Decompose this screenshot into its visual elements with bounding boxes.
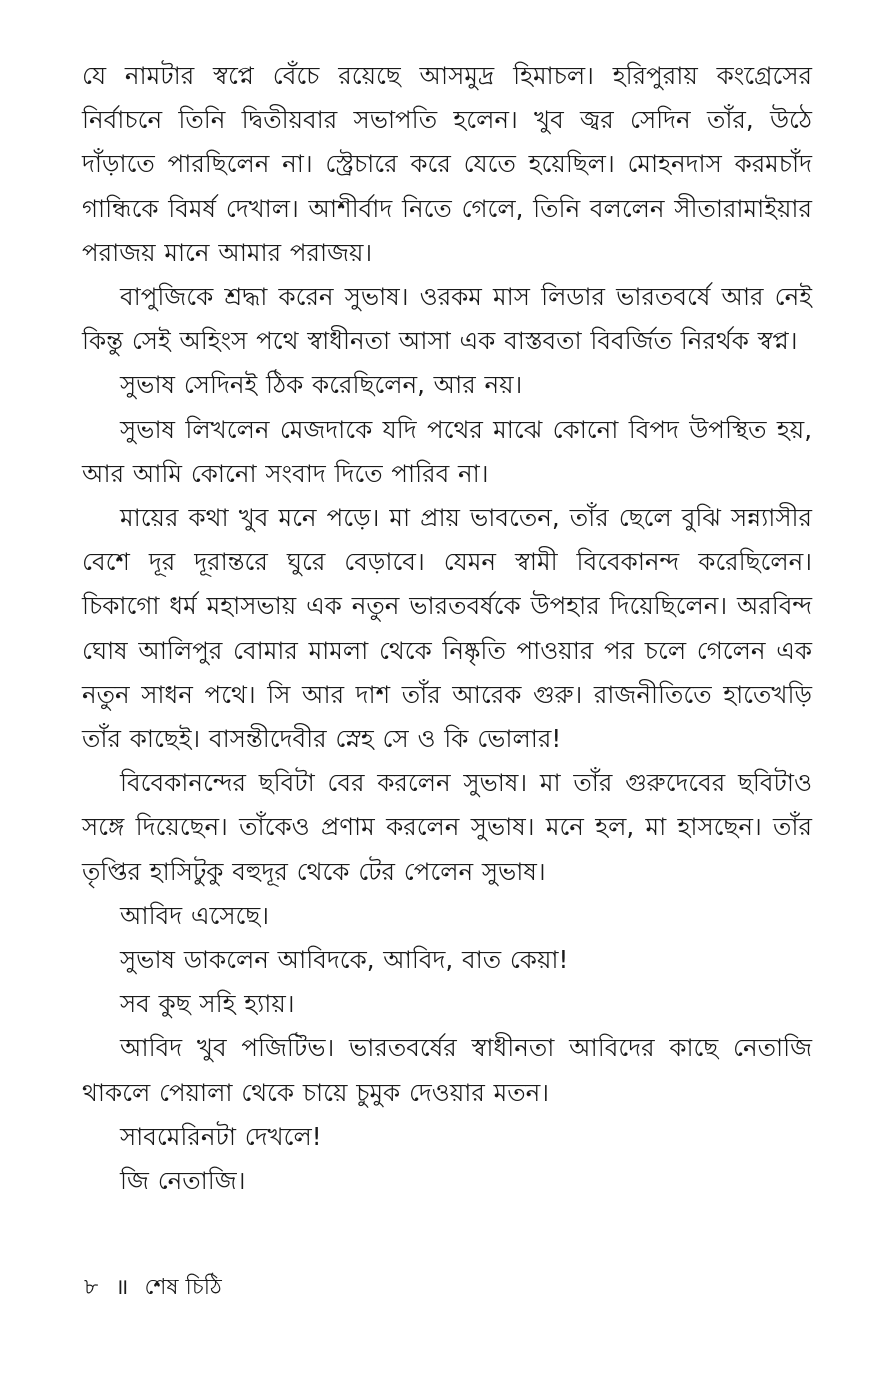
paragraph-continued: যে নামটার স্বপ্নে বেঁচে রয়েছে আসমুদ্র হিমাচল। হরিপুরায় কংগ্রেসের নির্বাচনে তিনি দ্বিতীয়বার সভাপতি হলেন। খুব জ্বর সেদিন তাঁর, উঠে দাঁড়াতে পারছিলেন না। স্ট্রেচারে করে যেতে হয়েছিল। মোহনদাস করমচাঁদ গান্ধিকে বিমর্ষ দেখাল। আশীর্বাদ নিতে গেলে, তিনি বললেন সীতারামাইয়ার পরাজয় মানে আমার পরাজয়। — [82, 61, 812, 267]
book-title: শেষ চিঠি — [144, 1275, 222, 1300]
paragraph: সাবমেরিনটা দেখলে! — [120, 1121, 322, 1151]
paragraph: সুভাষ সেদিনই ঠিক করেছিলেন, আর নয়। — [120, 370, 523, 400]
paragraph: বিবেকানন্দের ছবিটা বের করলেন সুভাষ। মা তাঁর গুরুদেবের ছবিটাও সঙ্গে দিয়েছেন। তাঁকেও প্রণাম করলেন সুভাষ। মনে হল, মা হাসছেন। তাঁর তৃপ্তির হাসিটুকু বহুদূর থেকে টের পেলেন সুভাষ। — [82, 768, 812, 886]
footer-separator: ॥ — [115, 1275, 128, 1300]
paragraph: সুভাষ ডাকলেন আবিদকে, আবিদ, বাত কেয়া! — [120, 945, 569, 975]
paragraph: আবিদ খুব পজিটিভ। ভারতবর্ষের স্বাধীনতা আবিদের কাছে নেতাজি থাকলে পেয়ালা থেকে চায়ে চুমুক দেওয়ার মতন। — [82, 1033, 812, 1107]
body-text — [82, 54, 812, 1203]
page-footer — [84, 1268, 222, 1308]
paragraph: বাপুজিকে শ্রদ্ধা করেন সুভাষ। ওরকম মাস লিডার ভারতবর্ষে আর নেই কিন্তু সেই অহিংস পথে স্বাধীনতা আসা এক বাস্তবতা বিবর্জিত নিরর্থক স্বপ্ন। — [82, 282, 812, 356]
paragraph: মায়ের কথা খুব মনে পড়ে। মা প্রায় ভাবতেন, তাঁর ছেলে বুঝি সন্ন্যাসীর বেশে দূর দূরান্তরে ঘুরে বেড়াবে। যেমন স্বামী বিবেকানন্দ করেছিলেন। চিকাগো ধর্ম মহাসভায় এক নতুন ভারতবর্ষকে উপহার দিয়েছিলেন। অরবিন্দ ঘোষ আলিপুর বোমার মামলা থেকে নিষ্কৃতি পাওয়ার পর চলে গেলেন এক নতুন সাধন পথে। সি আর দাশ তাঁর আরেক গুরু। রাজনীতিতে হাতেখড়ি তাঁর কাছেই। বাসন্তীদেবীর স্নেহ সে ও কি ভোলার! — [82, 503, 812, 754]
paragraph: সুভাষ লিখলেন মেজদাকে যদি পথের মাঝে কোনো বিপদ উপস্থিত হয়, আর আমি কোনো সংবাদ দিতে পারিব না। — [82, 414, 812, 488]
page-number: ৮ — [84, 1275, 99, 1300]
paragraph: জি নেতাজি। — [120, 1166, 246, 1196]
paragraph: আবিদ এসেছে। — [120, 900, 270, 930]
paragraph: সব কুছ সহি হ্যায়। — [120, 989, 295, 1019]
